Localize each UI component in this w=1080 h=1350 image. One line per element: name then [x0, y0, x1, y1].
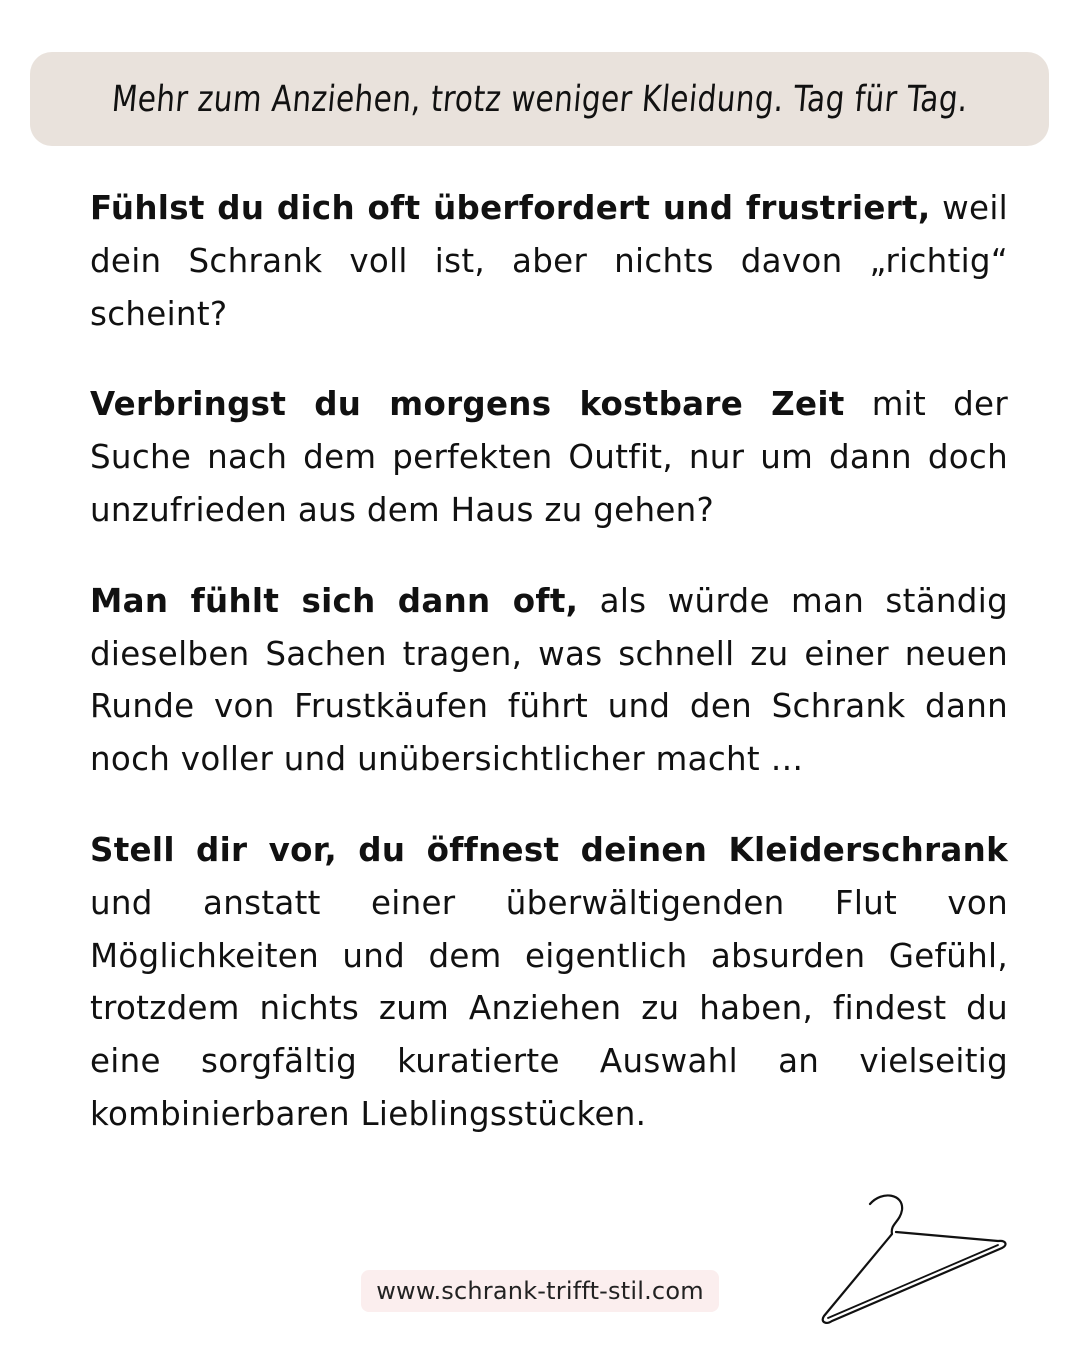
website-link[interactable]: www.schrank-trifft-stil.com [361, 1270, 719, 1312]
paragraph-2-text: mit der Suche nach dem perfekten Outfit, nur um dann doch unzufrieden aus dem Haus zu gehen? [90, 385, 1009, 529]
paragraph-3-bold: Man fühlt sich dann oft, [90, 581, 579, 620]
paragraph-1-bold: Fühlst du dich oft überfordert und frustriert, [90, 189, 931, 227]
header-tagline: Mehr zum Anziehen, trotz weniger Kleidung. Tag für Tag. [109, 78, 970, 120]
paragraph-3 [90, 575, 1008, 786]
paragraph-2 [90, 378, 1008, 536]
clothes-hanger-icon [812, 1188, 1012, 1328]
paragraph-2-bold: Verbringst du morgens kostbare Zeit [90, 385, 845, 424]
main-text [90, 182, 1008, 1141]
paragraph-4-text: und anstatt einer überwältigenden Flut von Möglichkeiten und dem eigentlich absurden Gefühl, trotzdem nichts zum Anziehen zu haben, findest du eine sorgfältig kuratierte Auswahl an vielseitig kombinierbaren Lieblingsstücken. [90, 883, 1008, 1133]
paragraph-4-bold: Stell dir vor, du öffnest deinen Kleiderschrank [90, 830, 1008, 869]
paragraph-3-text: als würde man ständig dieselben Sachen tragen, was schnell zu einer neuen Runde von Frustkäufen führt und den Schrank dann noch voller und unübersichtlicher macht … [90, 581, 1008, 779]
paragraph-1 [90, 182, 1008, 340]
header-banner [30, 52, 1049, 146]
paragraph-1-text: weil dein Schrank voll ist, aber nichts davon „richtig“ scheint? [90, 189, 1008, 333]
paragraph-4 [90, 824, 1008, 1141]
